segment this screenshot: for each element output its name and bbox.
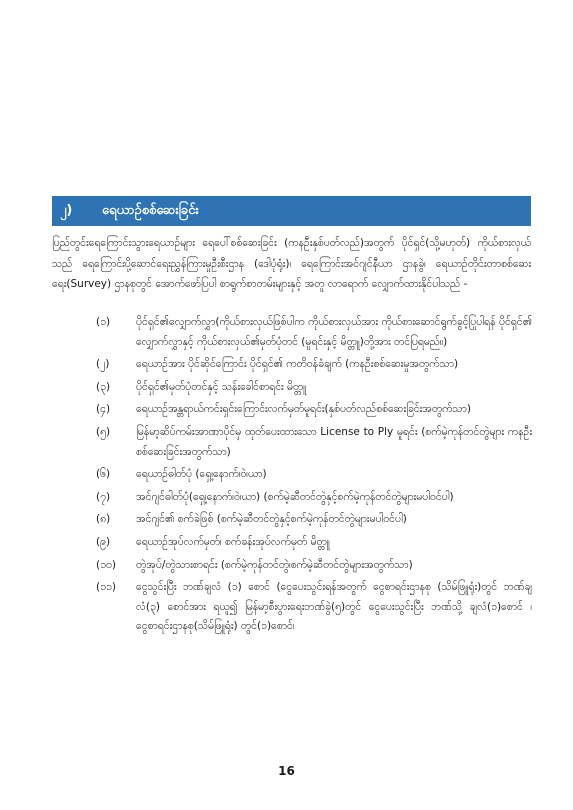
list-item: [96, 423, 532, 462]
required-documents-list: [96, 313, 532, 640]
item-number: (၄): [96, 403, 111, 416]
item-text: ပိုင်ရှင်၏လျှောက်လွှာ(ကိုယ်စားလှယ်ဖြစ်ပါက ကိုယ်စားလှယ်အား ကိုယ်စားဆောင်ရွက်ခွင့်ပြုပါရန် ပိုင်ရှင်၏ လျှောက်လွှာနှင့် ကိုယ်စားလှယ်၏မှတ်ပုံတင် (မူရင်းနှင့် မိတ္တူ)တို့အား တင်ပြရမည်။): [136, 316, 532, 348]
item-number: (၆): [96, 468, 111, 481]
list-item: [96, 533, 532, 553]
list-item: [96, 465, 532, 485]
list-item: [96, 510, 532, 530]
intro-paragraph: ပြည်တွင်းရေကြောင်းသွားရေယာဉ်များ ရေပေါ်စစ်ဆေးခြင်း (ကနဦးနှစ်ပတ်လည်)အတွက် ပိုင်ရှင်(သို့မဟုတ်) ကိုယ်စားလှယ်သည် ရေကြောင်းပို့ဆောင်ရေးညွှန်ကြားမှုဦးစီးဌာန (ဒေါပုံရုံး)၊ ရေကြောင်းအင်ဂျင်နီယာ ဌာနခွဲ၊ ရေယာဉ်တိုင်းတာစစ်ဆေးရေး(Survey) ဌာနစုတွင် အောက်ဖော်ပြပါ စာရွက်စာတမ်းများနှင့် အတူ လာရောက် လျှောက်ထားနိုင်ပါသည် -: [52, 237, 531, 290]
item-number: (၈): [96, 513, 111, 526]
page-number: 16: [278, 764, 295, 778]
list-item: [96, 400, 532, 420]
item-text: ရေယာဉ်အား ပိုင်ဆိုင်ကြောင်း ပိုင်ရှင်၏ ကတိဝန်ခံချက် (ကနဦးစစ်ဆေးမှုအတွက်သာ): [136, 358, 459, 371]
item-text: ငွေသွင်းပြီး ဘဏ်ချလံ (၁) စောင် (ငွေပေးသွင်းရန်အတွက် ငွေစာရင်းဌာနစု (သိမ်ဖြူရုံး)တွင် ဘဏ်ချလံ(၃) စောင်အား ရယူ၍ မြန်မာ့စီးပွားရေးဘဏ်ခွဲ(၅)တွင် ငွေပေးသွင်းပြီး ဘဏ်သို့ ချလံ(၁)စောင် ၊ ငွေစာရင်းဌာနစု(သိမ်ဖြူရုံး) တွင်(၁)စောင်၊: [136, 581, 532, 633]
item-text: အင်ဂျင်၏ စက်ခဲဖြစ် (စက်မဲ့ဆီတင်တွဲနှင့်စက်မဲ့ကုန်တင်တွဲများမပါဝင်ပါ): [136, 513, 407, 526]
list-item: [96, 556, 532, 576]
item-text: ရေယာဉ်အုပ်လက်မှတ်၊ စက်ခန်းအုပ်လက်မှတ် မိတ္တူ: [136, 535, 330, 548]
item-text: ရေယာဉ်အန္တရာယ်ကင်းရှင်းကြောင်းလက်မှတ်မူရင်း(နှစ်ပတ်လည်စစ်ဆေးခြင်းအတွက်သာ): [136, 403, 471, 416]
list-item: [96, 488, 532, 508]
item-text: ရေယာဉ်ဓါတ်ပုံ (ရှေ့၊နောက်၊ဝဲ၊ယာ): [136, 468, 267, 481]
item-number: (၁၀): [96, 558, 117, 571]
section-number: ၂): [60, 202, 73, 218]
list-item: [96, 378, 532, 398]
item-text: မြန်မာ့ဆိပ်ကမ်းအာဏာပိုင်မှ ထုတ်ပေးထားသော License to Ply မူရင်း (စက်မဲ့ကုန်တင်တွဲများ ကနဦးစစ်ဆေးခြင်းအတွက်သာ): [136, 425, 532, 458]
item-number: (၃): [96, 380, 111, 393]
list-item: [96, 313, 532, 352]
item-text: ပိုင်ရှင်၏မှတ်ပုံတင်နှင့် သန်းခေါင်စာရင်း မိတ္တူ: [136, 380, 307, 393]
item-number: (၉): [96, 535, 111, 548]
item-text: အင်ဂျင်ဓါတ်ပုံ(ရှေ့၊နောက်၊ဝဲ၊ယာ) (စက်မဲ့ဆီတင်တွဲနှင့်စက်မဲ့ကုန်တင်တွဲများမပါဝင်ပါ): [136, 490, 454, 503]
item-number: (၁၁): [96, 581, 117, 594]
item-text: တွဲအုပ်/တွဲသားစာရင်း (စက်မဲ့ကုန်တင်တွဲ၊စက်မဲ့ဆီတင်တွဲများအတွက်သာ): [136, 558, 413, 571]
section-title: ရေယာဉ်စစ်ဆေးခြင်း: [102, 202, 199, 218]
item-number: (၅): [96, 425, 111, 438]
item-number: (၂): [96, 358, 110, 371]
list-item: [96, 578, 532, 637]
section-heading-bar: [52, 196, 531, 226]
item-number: (၁): [96, 316, 111, 328]
list-item: [96, 355, 532, 375]
item-number: (၇): [96, 490, 111, 503]
